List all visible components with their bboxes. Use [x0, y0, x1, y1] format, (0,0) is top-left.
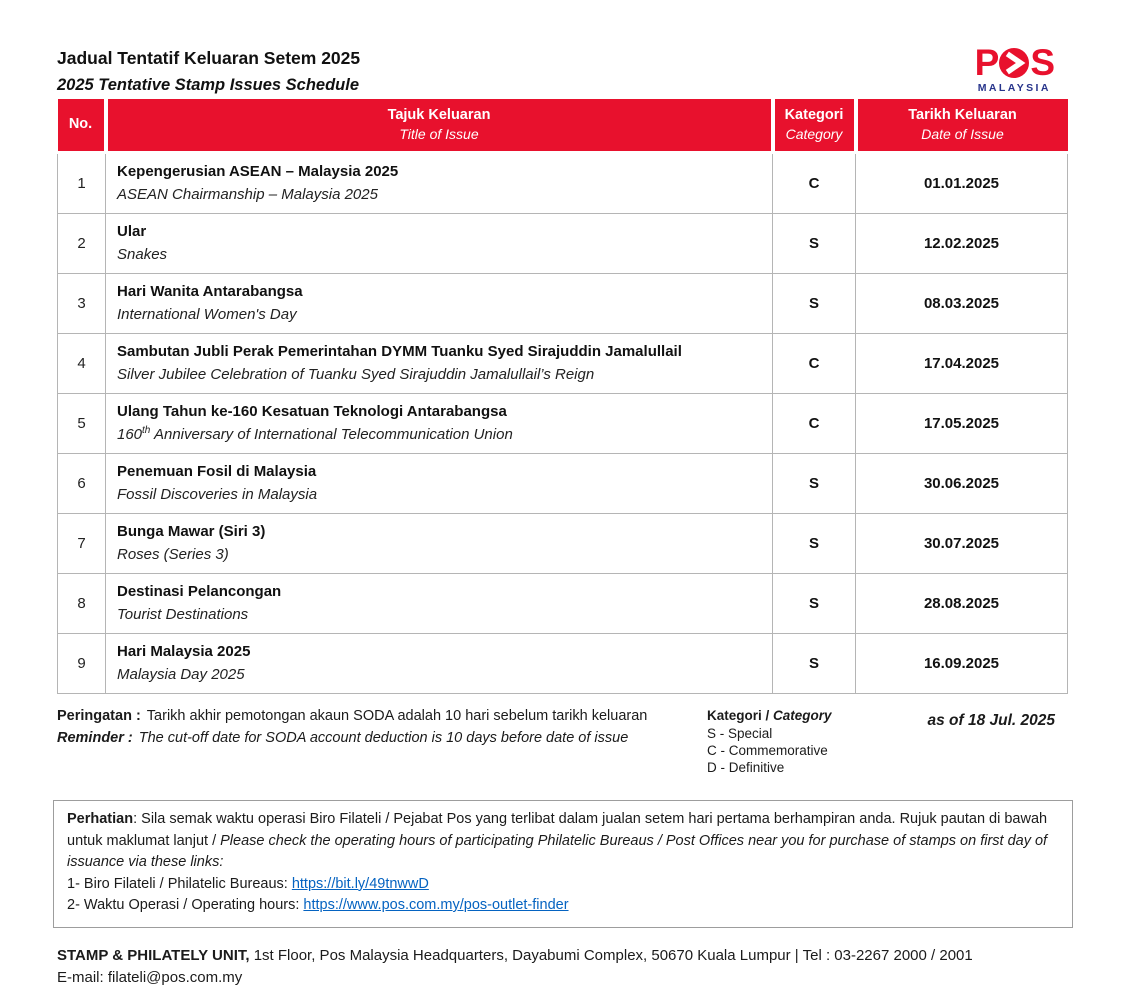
legend-title-english: Category [773, 708, 832, 723]
legend-item-definitive: D - Definitive [707, 760, 785, 775]
unit-name: STAMP & PHILATELY UNIT, [57, 946, 250, 964]
table-row [58, 634, 1068, 694]
issue-date-value: 28.08.2025 [856, 574, 1068, 634]
row-number: 5 [58, 394, 106, 454]
category-value: S [773, 274, 856, 334]
link-label-bureaus: 1- Biro Filateli / Philatelic Bureaus: [67, 875, 292, 892]
legend-title-malay: Kategori / [707, 708, 770, 723]
issue-title-cell [106, 454, 773, 514]
row-number: 8 [58, 574, 106, 634]
issue-title-malay: Hari Wanita Antarabangsa [117, 283, 303, 301]
unit-address: 1st Floor, Pos Malaysia Headquarters, Dayabumi Complex, 50670 Kuala Lumpur | Tel : 03-2267 2000 / 2001 [249, 946, 973, 964]
issue-date-value: 30.07.2025 [856, 514, 1068, 574]
issue-date-value: 17.05.2025 [856, 394, 1068, 454]
category-value: C [773, 334, 856, 394]
notice-text-english: Please check the operating hours of participating Philatelic Bureaus / Post Offices near you for purchase of stamps on first day of issuance via these links: [67, 832, 1048, 870]
issue-title-malay: Bunga Mawar (Siri 3) [117, 523, 266, 541]
issue-title-malay: Ulang Tahun ke-160 Kesatuan Teknologi Antarabangsa [117, 403, 507, 421]
col-header-date-english: Date of Issue [921, 126, 1004, 143]
col-header-category-english: Category [785, 126, 843, 143]
pos-arrow-icon [999, 48, 1029, 78]
issue-date-value: 17.04.2025 [856, 334, 1068, 394]
reminder-label-english: Reminder : [57, 730, 133, 746]
issue-title-english: 160th Anniversary of International Telecommunication Union [117, 424, 513, 443]
link-line-bureaus [67, 874, 1059, 896]
issue-title-malay: Hari Malaysia 2025 [117, 643, 251, 661]
category-value: S [773, 454, 856, 514]
logo-letter-p: P [974, 42, 999, 83]
table-row [58, 214, 1068, 274]
col-header-category-malay: Kategori [784, 107, 844, 124]
category-legend [707, 705, 897, 776]
pos-malaysia-logo [975, 44, 1054, 94]
notice-box [53, 800, 1073, 928]
issue-title-english: Tourist Destinations [117, 605, 249, 623]
row-number: 2 [58, 214, 106, 274]
issue-title-english: Malaysia Day 2025 [117, 665, 245, 683]
issue-date-value: 01.01.2025 [856, 153, 1068, 214]
issue-title-english: Silver Jubilee Celebration of Tuanku Syed Sirajuddin Jamalullail’s Reign [117, 365, 595, 383]
issue-date-value: 12.02.2025 [856, 214, 1068, 274]
table-header [58, 99, 1068, 153]
category-value: S [773, 634, 856, 694]
issue-title-cell [106, 214, 773, 274]
col-header-title [106, 99, 773, 153]
issue-title-cell [106, 514, 773, 574]
col-header-no [58, 99, 106, 153]
issue-title-cell [106, 334, 773, 394]
issue-title-english: International Women's Day [117, 305, 297, 323]
issue-title-english: Roses (Series 3) [117, 545, 229, 563]
as-of-date: as of 18 Jul. 2025 [927, 712, 1055, 729]
notice-paragraph [67, 809, 1059, 874]
table-row [58, 394, 1068, 454]
unit-address-line [57, 945, 1067, 967]
issue-title-malay: Kepengerusian ASEAN – Malaysia 2025 [117, 163, 399, 181]
reminder-label-malay: Peringatan : [57, 708, 141, 724]
table-row [58, 454, 1068, 514]
issue-title-english: Snakes [117, 245, 168, 263]
issue-date-value: 08.03.2025 [856, 274, 1068, 334]
col-header-date [856, 99, 1068, 153]
table-row [58, 514, 1068, 574]
link-label-outlet-finder: 2- Waktu Operasi / Operating hours: [67, 897, 304, 913]
notice-text-malay: : Sila semak waktu operasi Biro Filateli / Pejabat Pos yang terlibat dalam jualan setem hari pertama berhampiran anda. Rujuk pautan di bawah untuk maklumat lanjut / [67, 811, 1048, 849]
legend-item-commemorative: C - Commemorative [707, 743, 828, 758]
document-title-english: 2025 Tentative Stamp Issues Schedule [57, 76, 360, 94]
logo-malaysia-wordmark: MALAYSIA [977, 82, 1051, 94]
category-value: S [773, 214, 856, 274]
philatelic-bureaus-link[interactable]: https://bit.ly/49tnwwD [291, 875, 429, 892]
issue-title-cell [106, 634, 773, 694]
soda-reminder [57, 705, 707, 749]
contact-footer [0, 928, 1126, 989]
table-row [58, 574, 1068, 634]
col-header-date-malay: Tarikh Keluaran [908, 107, 1017, 124]
category-value: C [773, 153, 856, 214]
legend-title [707, 707, 897, 724]
row-number: 4 [58, 334, 106, 394]
row-number: 3 [58, 274, 106, 334]
issue-title-cell [106, 574, 773, 634]
col-header-category [773, 99, 856, 153]
email-line: E-mail: filateli@pos.com.my [57, 968, 243, 986]
legend-item-special: S - Special [707, 726, 773, 741]
title-block [57, 48, 360, 95]
reminder-text-malay: Tarikh akhir pemotongan akaun SODA adalah 10 hari sebelum tarikh keluaran [146, 708, 648, 724]
table-row [58, 334, 1068, 394]
issue-date-value: 30.06.2025 [856, 454, 1068, 514]
row-number: 6 [58, 454, 106, 514]
table-row [58, 153, 1068, 214]
issue-title-english: Fossil Discoveries in Malaysia [117, 485, 318, 503]
issue-title-english: ASEAN Chairmanship – Malaysia 2025 [117, 185, 378, 203]
outlet-finder-link[interactable]: https://www.pos.com.my/pos-outlet-finder [303, 897, 569, 913]
reminder-line-malay [57, 705, 707, 727]
col-header-title-malay: Tajuk Keluaran [387, 107, 491, 124]
category-value: S [773, 574, 856, 634]
reminder-text-english: The cut-off date for SODA account deduction is 10 days before date of issue [138, 730, 629, 746]
col-header-no-label: No. [68, 115, 93, 132]
document-title-malay: Jadual Tentatif Keluaran Setem 2025 [57, 48, 361, 68]
table-row [58, 274, 1068, 334]
issue-title-cell [106, 153, 773, 214]
issue-title-malay: Ular [117, 223, 147, 241]
document-header [0, 0, 1126, 99]
col-header-title-english: Title of Issue [399, 126, 479, 143]
issues-table-body [58, 153, 1068, 694]
issue-date-value: 16.09.2025 [856, 634, 1068, 694]
issue-title-malay: Destinasi Pelancongan [117, 583, 282, 601]
row-number: 7 [58, 514, 106, 574]
issue-title-malay: Sambutan Jubli Perak Pemerintahan DYMM Tuanku Syed Sirajuddin Jamalullail [117, 343, 682, 361]
link-line-outlet-finder [67, 895, 1059, 917]
issue-title-cell [106, 394, 773, 454]
notice-label: Perhatian [67, 811, 134, 827]
logo-wordmark [975, 44, 1054, 81]
issue-title-malay: Penemuan Fosil di Malaysia [117, 463, 317, 481]
stamp-issues-table [57, 99, 1068, 694]
notes-section [0, 694, 1126, 776]
issue-title-cell [106, 274, 773, 334]
category-value: S [773, 514, 856, 574]
row-number: 1 [58, 153, 106, 214]
logo-letter-s: S [1030, 42, 1054, 83]
row-number: 9 [58, 634, 106, 694]
reminder-line-english [57, 727, 707, 749]
category-value: C [773, 394, 856, 454]
